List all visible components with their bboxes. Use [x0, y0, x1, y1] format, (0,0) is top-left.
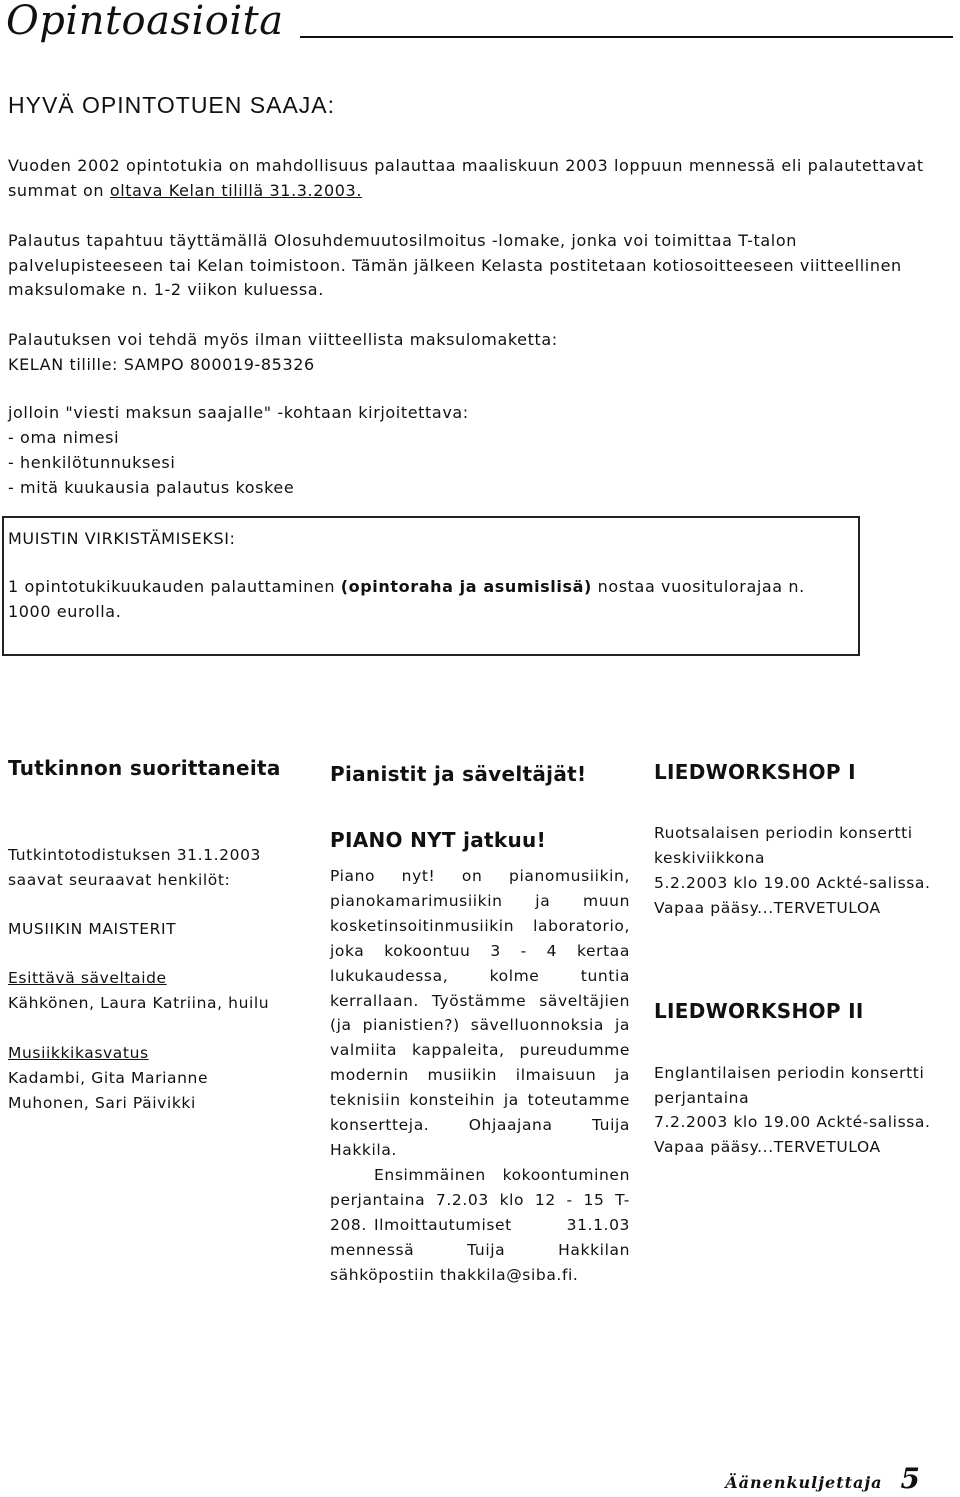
- graduate-name: Kadambi, Gita Marianne: [8, 1069, 209, 1087]
- repayment-heading: HYVÄ OPINTOTUEN SAAJA:: [8, 92, 336, 118]
- page-footer: [725, 1462, 920, 1495]
- graduate-name: Muhonen, Sari Päivikki: [8, 1094, 196, 1112]
- repayment-deadline: oltava Kelan tilillä 31.3.2003.: [109, 180, 363, 200]
- title-rule: [300, 36, 953, 38]
- pianists-registration: Ilmoittautumiset 31.1.03 mennessä Tuija Hakkilan sähköpostiin thakkila@siba.fi.: [330, 1216, 630, 1284]
- reminder-text-b: nostaa vuositulorajaa n. 1000 eurolla.: [8, 577, 805, 621]
- lied2-heading: LIEDWORKSHOP II: [654, 999, 864, 1023]
- kela-account: KELAN tilille: SAMPO 800019-85326: [8, 355, 315, 374]
- pianists-first-meeting: Ensimmäinen kokoontuminen perjantaina 7.2.03 klo 12 - 15 T-208.: [330, 1166, 630, 1234]
- repayment-paragraph-2: Palautus tapahtuu täyttämällä Olosuhdemuutosilmoitus -lomake, jonka voi toimittaa T-talon palvelupisteeseen tai Kelan toimistoon. Tämän jälkeen Kelasta postitetaan kotiosoitteeseen viitteellinen maksulomake n. 1-2 viikon kuluessa.: [8, 231, 902, 299]
- section-title: Musiikkikasvatus: [8, 1044, 149, 1062]
- pianists-subheading: PIANO NYT jatkuu!: [330, 828, 547, 852]
- payment-note-item: - henkilötunnuksesi: [8, 453, 176, 472]
- lied2-line: Vapaa pääsy...TERVETULOA: [654, 1138, 881, 1156]
- reminder-heading: MUISTIN VIRKISTÄMISEKSI:: [8, 529, 236, 548]
- section-title: Esittävä säveltaide: [8, 969, 167, 987]
- lied1-line: Vapaa pääsy...TERVETULOA: [654, 899, 881, 917]
- lied1-line: 5.2.2003 klo 19.00 Ackté-salissa.: [654, 874, 931, 892]
- lied1-line: Ruotsalaisen periodin konsertti keskiviikkona: [654, 824, 913, 867]
- pianists-heading: Pianistit ja säveltäjät!: [330, 762, 587, 786]
- repayment-paragraph-3: Palautuksen voi tehdä myös ilman viitteellista maksulomaketta:: [8, 330, 558, 349]
- page-title: Opintoasioita: [6, 0, 284, 44]
- lied2-line: 7.2.2003 klo 19.00 Ackté-salissa.: [654, 1113, 931, 1131]
- pianists-body: Piano nyt! on pianomusiikin, pianokamarimusiikin ja muun kosketinsoitinmusiikin laboratorio, joka kokoontuu 3 - 4 kertaa lukukaudessa, kolme tuntia kerrallaan. Työstämme säveltäjien (ja pianistien?) sävelluonnoksia ja valmiita kappaleita, pureudumme modernin musiikin ilmaisuun ja teknisiin konsteihin ja toteutamme konsertteja. Ohjaajana Tuija Hakkila.: [330, 867, 630, 1159]
- payment-note-item: - mitä kuukausia palautus koskee: [8, 478, 295, 497]
- reminder-text-bold: (opintoraha ja asumislisä): [340, 577, 592, 596]
- repayment-paragraph-1: [8, 154, 948, 203]
- repayment-p1-text: Vuoden 2002 opintotukia on mahdollisuus palauttaa maaliskuun 2003 loppuun mennessä eli palautettavat summat on: [8, 156, 924, 200]
- reminder-text-a: 1 opintotukikuukauden palauttaminen: [8, 577, 341, 596]
- graduate-name: Kähkönen, Laura Katriina, huilu: [8, 994, 270, 1012]
- lied1-heading: LIEDWORKSHOP I: [654, 760, 856, 784]
- publication-name: Äänenkuljettaja: [725, 1473, 883, 1492]
- graduates-intro: Tutkintotodistuksen 31.1.2003 saavat seuraavat henkilöt:: [8, 846, 261, 889]
- reminder-text: [8, 575, 828, 624]
- payment-note-item: - oma nimesi: [8, 428, 120, 447]
- page-number: 5: [900, 1462, 920, 1495]
- degree-title: MUSIIKIN MAISTERIT: [8, 920, 177, 938]
- lied2-line: Englantilaisen periodin konsertti perjantaina: [654, 1064, 925, 1107]
- graduates-heading: Tutkinnon suorittaneita: [8, 756, 281, 780]
- payment-note-intro: jolloin "viesti maksun saajalle" -kohtaan kirjoitettava:: [8, 403, 469, 422]
